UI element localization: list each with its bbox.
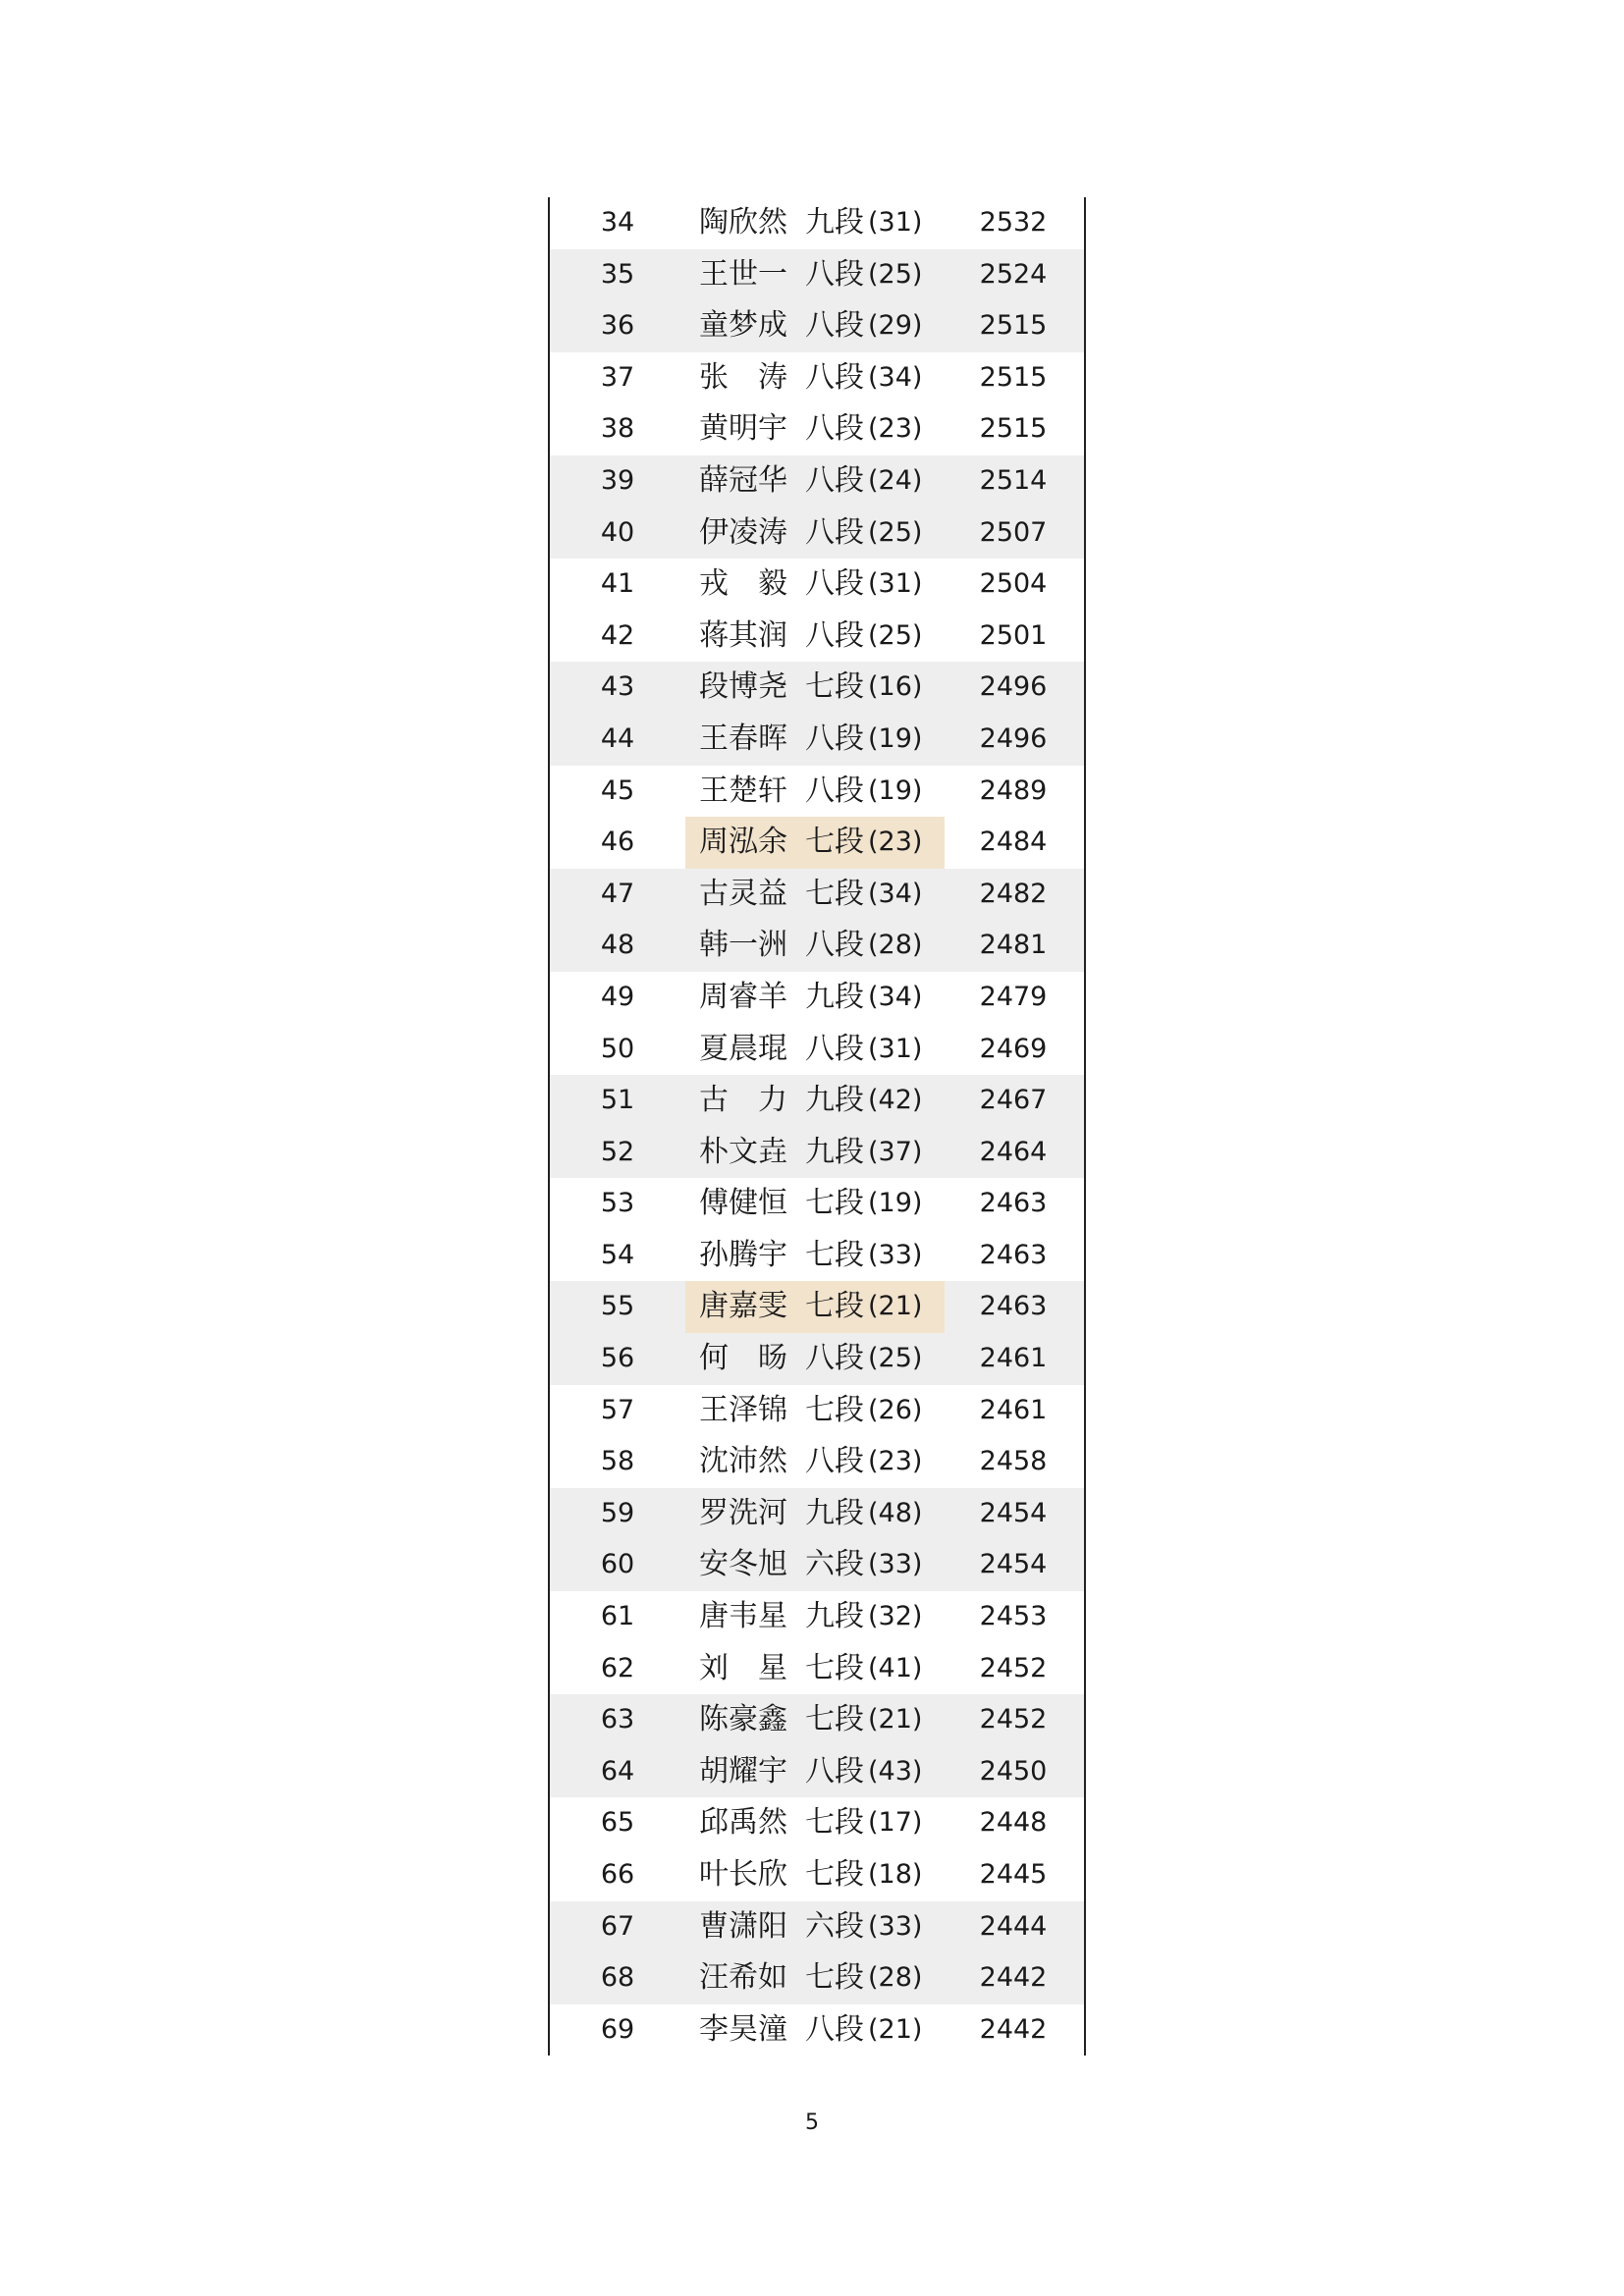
table-row — [550, 1797, 1084, 1849]
rank-cell: 57 — [600, 1394, 635, 1425]
rank-cell: 44 — [600, 722, 635, 754]
table-row — [550, 1075, 1084, 1127]
table-row — [550, 249, 1084, 301]
table-row — [550, 1178, 1084, 1230]
rank-cell: 53 — [600, 1188, 635, 1219]
rating-cell: 2453 — [979, 1601, 1048, 1632]
table-row — [550, 1281, 1084, 1333]
player-age: (25) — [868, 619, 923, 651]
player-cell — [685, 455, 945, 507]
table-row — [550, 559, 1084, 611]
dan-rank: 八段 — [805, 1341, 864, 1376]
player-cell — [685, 1127, 945, 1179]
player-age: (26) — [868, 1394, 923, 1425]
rating-cell: 2467 — [979, 1085, 1048, 1116]
dan-rank: 八段 — [805, 1031, 864, 1066]
rank-cell: 38 — [600, 413, 635, 445]
table-row — [550, 662, 1084, 714]
player-age: (31) — [868, 1033, 923, 1064]
table-row — [550, 817, 1084, 869]
rank-cell: 64 — [600, 1755, 635, 1787]
player-age: (48) — [868, 1497, 923, 1528]
dan-rank: 七段 — [805, 669, 864, 705]
rank-cell: 55 — [600, 1291, 635, 1322]
rank-cell: 56 — [600, 1343, 635, 1374]
rating-cell: 2445 — [979, 1859, 1048, 1890]
dan-rank: 七段 — [805, 1237, 864, 1272]
player-cell — [685, 300, 945, 352]
rank-cell: 62 — [600, 1652, 635, 1683]
rank-cell: 36 — [600, 310, 635, 342]
rating-cell: 2515 — [979, 310, 1048, 342]
rank-cell: 48 — [600, 930, 635, 961]
player-age: (33) — [868, 1910, 923, 1942]
player-name: 唐嘉雯 — [699, 1289, 787, 1324]
player-cell — [685, 249, 945, 301]
player-age: (42) — [868, 1085, 923, 1116]
rating-cell: 2463 — [979, 1188, 1048, 1219]
rating-cell: 2496 — [979, 671, 1048, 703]
player-age: (18) — [868, 1859, 923, 1890]
rating-cell: 2463 — [979, 1239, 1048, 1270]
dan-rank: 八段 — [805, 721, 864, 756]
dan-rank: 九段 — [805, 1083, 864, 1118]
rank-cell: 58 — [600, 1446, 635, 1477]
player-cell — [685, 1385, 945, 1437]
table-row — [550, 300, 1084, 352]
player-name: 安冬旭 — [699, 1547, 787, 1582]
player-name: 王世一 — [699, 256, 787, 292]
dan-rank: 八段 — [805, 928, 864, 963]
rating-cell: 2458 — [979, 1446, 1048, 1477]
player-age: (31) — [868, 207, 923, 238]
rank-cell: 47 — [600, 878, 635, 909]
player-name: 孙腾宇 — [699, 1237, 787, 1272]
dan-rank: 七段 — [805, 1702, 864, 1737]
rating-cell: 2469 — [979, 1033, 1048, 1064]
player-age: (19) — [868, 774, 923, 806]
player-name: 罗洗河 — [699, 1495, 787, 1530]
rating-cell: 2442 — [979, 2013, 1048, 2045]
player-age: (23) — [868, 1446, 923, 1477]
table-row — [550, 1230, 1084, 1282]
rank-cell: 43 — [600, 671, 635, 703]
dan-rank: 七段 — [805, 876, 864, 911]
player-name: 王春晖 — [699, 721, 787, 756]
table-row — [550, 2004, 1084, 2056]
player-cell — [685, 1539, 945, 1591]
player-cell — [685, 1333, 945, 1385]
dan-rank: 八段 — [805, 773, 864, 808]
player-age: (43) — [868, 1755, 923, 1787]
table-row — [550, 1539, 1084, 1591]
player-name: 沈沛然 — [699, 1444, 787, 1479]
player-cell — [685, 1901, 945, 1953]
rating-cell: 2464 — [979, 1136, 1048, 1167]
player-name: 何旸 — [699, 1341, 787, 1376]
rank-cell: 59 — [600, 1497, 635, 1528]
dan-rank: 七段 — [805, 1289, 864, 1324]
player-age: (19) — [868, 1188, 923, 1219]
dan-rank: 七段 — [805, 1186, 864, 1221]
dan-rank: 八段 — [805, 411, 864, 447]
table-row — [550, 1436, 1084, 1488]
rank-cell: 52 — [600, 1136, 635, 1167]
player-name: 夏晨琨 — [699, 1031, 787, 1066]
rank-cell: 37 — [600, 361, 635, 393]
player-age: (25) — [868, 1343, 923, 1374]
dan-rank: 七段 — [805, 1857, 864, 1892]
rank-cell: 69 — [600, 2013, 635, 2045]
table-row — [550, 714, 1084, 766]
player-age: (25) — [868, 516, 923, 548]
rank-cell: 66 — [600, 1859, 635, 1890]
player-age: (25) — [868, 258, 923, 290]
player-age: (17) — [868, 1807, 923, 1839]
rank-cell: 45 — [600, 774, 635, 806]
dan-rank: 七段 — [805, 1650, 864, 1685]
player-name: 段博尧 — [699, 669, 787, 705]
table-row — [550, 1333, 1084, 1385]
rank-cell: 40 — [600, 516, 635, 548]
player-name: 童梦成 — [699, 308, 787, 344]
player-cell — [685, 662, 945, 714]
table-row — [550, 920, 1084, 972]
player-age: (16) — [868, 671, 923, 703]
player-cell — [685, 1436, 945, 1488]
player-name: 古灵益 — [699, 876, 787, 911]
rating-cell: 2442 — [979, 1962, 1048, 1994]
rank-cell: 51 — [600, 1085, 635, 1116]
rating-cell: 2454 — [979, 1549, 1048, 1580]
table-row — [550, 197, 1084, 249]
rank-cell: 42 — [600, 619, 635, 651]
player-name: 傅健恒 — [699, 1186, 787, 1221]
rating-cell: 2504 — [979, 568, 1048, 600]
dan-rank: 八段 — [805, 617, 864, 653]
rating-cell: 2484 — [979, 827, 1048, 858]
dan-rank: 八段 — [805, 1444, 864, 1479]
player-cell — [685, 1643, 945, 1695]
player-age: (34) — [868, 981, 923, 1012]
dan-rank: 八段 — [805, 514, 864, 550]
table-row — [550, 766, 1084, 818]
player-age: (34) — [868, 361, 923, 393]
dan-rank: 九段 — [805, 1599, 864, 1634]
player-cell — [685, 972, 945, 1024]
rating-cell: 2452 — [979, 1652, 1048, 1683]
rating-cell: 2452 — [979, 1704, 1048, 1735]
rating-cell: 2454 — [979, 1497, 1048, 1528]
dan-rank: 八段 — [805, 2011, 864, 2047]
player-age: (31) — [868, 568, 923, 600]
rating-cell: 2524 — [979, 258, 1048, 290]
player-age: (28) — [868, 1962, 923, 1994]
player-age: (41) — [868, 1652, 923, 1683]
player-name: 汪希如 — [699, 1960, 787, 1996]
player-age: (34) — [868, 878, 923, 909]
player-cell — [685, 1849, 945, 1901]
rating-cell: 2450 — [979, 1755, 1048, 1787]
rating-cell: 2482 — [979, 878, 1048, 909]
dan-rank: 六段 — [805, 1908, 864, 1944]
player-cell — [685, 1075, 945, 1127]
dan-rank: 八段 — [805, 462, 864, 498]
rank-cell: 41 — [600, 568, 635, 600]
rating-cell: 2514 — [979, 464, 1048, 496]
dan-rank: 九段 — [805, 1134, 864, 1169]
rank-cell: 67 — [600, 1910, 635, 1942]
rank-cell: 49 — [600, 981, 635, 1012]
player-name: 周泓余 — [699, 825, 787, 860]
player-name: 陈豪鑫 — [699, 1702, 787, 1737]
player-age: (24) — [868, 464, 923, 496]
player-name: 叶长欣 — [699, 1857, 787, 1892]
dan-rank: 九段 — [805, 979, 864, 1014]
rating-cell: 2515 — [979, 413, 1048, 445]
player-name: 张涛 — [699, 359, 787, 395]
table-row — [550, 1901, 1084, 1953]
player-cell — [685, 1281, 945, 1333]
player-name: 周睿羊 — [699, 979, 787, 1014]
rank-cell: 61 — [600, 1601, 635, 1632]
dan-rank: 八段 — [805, 256, 864, 292]
page-number: 5 — [805, 2110, 819, 2135]
rank-cell: 65 — [600, 1807, 635, 1839]
rating-cell: 2444 — [979, 1910, 1048, 1942]
table-row — [550, 403, 1084, 455]
table-row — [550, 1643, 1084, 1695]
rank-cell: 35 — [600, 258, 635, 290]
dan-rank: 九段 — [805, 1495, 864, 1530]
player-name: 朴文垚 — [699, 1134, 787, 1169]
player-age: (32) — [868, 1601, 923, 1632]
player-cell — [685, 403, 945, 455]
player-cell — [685, 869, 945, 921]
player-cell — [685, 1230, 945, 1282]
rank-cell: 63 — [600, 1704, 635, 1735]
dan-rank: 八段 — [805, 566, 864, 602]
rating-cell: 2479 — [979, 981, 1048, 1012]
rating-cell: 2532 — [979, 207, 1048, 238]
player-cell — [685, 817, 945, 869]
player-age: (29) — [868, 310, 923, 342]
player-cell — [685, 2004, 945, 2056]
rank-cell: 39 — [600, 464, 635, 496]
player-name: 王泽锦 — [699, 1392, 787, 1427]
player-age: (37) — [868, 1136, 923, 1167]
rating-cell: 2496 — [979, 722, 1048, 754]
rating-cell: 2507 — [979, 516, 1048, 548]
rating-cell: 2489 — [979, 774, 1048, 806]
rank-cell: 60 — [600, 1549, 635, 1580]
player-name: 胡耀宇 — [699, 1753, 787, 1789]
player-name: 伊凌涛 — [699, 514, 787, 550]
player-age: (21) — [868, 1704, 923, 1735]
player-name: 戎毅 — [699, 566, 787, 602]
dan-rank: 七段 — [805, 825, 864, 860]
table-row — [550, 352, 1084, 404]
table-row — [550, 1385, 1084, 1437]
player-name: 陶欣然 — [699, 205, 787, 240]
ranking-table — [548, 197, 1086, 2056]
table-row — [550, 1849, 1084, 1901]
dan-rank: 七段 — [805, 1960, 864, 1996]
player-name: 刘星 — [699, 1650, 787, 1685]
rank-cell: 54 — [600, 1239, 635, 1270]
player-cell — [685, 611, 945, 663]
rank-cell: 34 — [600, 207, 635, 238]
rank-cell: 50 — [600, 1033, 635, 1064]
rank-cell: 46 — [600, 827, 635, 858]
player-name: 李昊潼 — [699, 2011, 787, 2047]
rating-cell: 2515 — [979, 361, 1048, 393]
player-age: (19) — [868, 722, 923, 754]
rating-cell: 2448 — [979, 1807, 1048, 1839]
rank-cell: 68 — [600, 1962, 635, 1994]
dan-rank: 九段 — [805, 205, 864, 240]
player-name: 薛冠华 — [699, 462, 787, 498]
player-cell — [685, 1591, 945, 1643]
table-row — [550, 1488, 1084, 1540]
player-cell — [685, 1797, 945, 1849]
table-row — [550, 507, 1084, 560]
player-cell — [685, 352, 945, 404]
table-row — [550, 1746, 1084, 1798]
player-cell — [685, 1488, 945, 1540]
player-age: (28) — [868, 930, 923, 961]
table-row — [550, 1591, 1084, 1643]
player-age: (21) — [868, 1291, 923, 1322]
rating-cell: 2481 — [979, 930, 1048, 961]
player-cell — [685, 1952, 945, 2004]
player-name: 韩一洲 — [699, 928, 787, 963]
player-cell — [685, 1746, 945, 1798]
player-age: (33) — [868, 1549, 923, 1580]
table-row — [550, 455, 1084, 507]
rating-cell: 2501 — [979, 619, 1048, 651]
player-name: 黄明宇 — [699, 411, 787, 447]
player-name: 唐韦星 — [699, 1599, 787, 1634]
player-name: 曹潇阳 — [699, 1908, 787, 1944]
rating-cell: 2463 — [979, 1291, 1048, 1322]
table-row — [550, 611, 1084, 663]
player-name: 古力 — [699, 1083, 787, 1118]
table-row — [550, 1024, 1084, 1076]
table-row — [550, 869, 1084, 921]
player-cell — [685, 197, 945, 249]
table-row — [550, 1952, 1084, 2004]
player-cell — [685, 559, 945, 611]
player-cell — [685, 766, 945, 818]
table-row — [550, 1694, 1084, 1746]
player-name: 蒋其润 — [699, 617, 787, 653]
dan-rank: 六段 — [805, 1547, 864, 1582]
dan-rank: 七段 — [805, 1805, 864, 1841]
rating-cell: 2461 — [979, 1343, 1048, 1374]
player-cell — [685, 714, 945, 766]
player-age: (21) — [868, 2013, 923, 2045]
rating-cell: 2461 — [979, 1394, 1048, 1425]
player-cell — [685, 1178, 945, 1230]
dan-rank: 七段 — [805, 1392, 864, 1427]
player-cell — [685, 920, 945, 972]
table-row — [550, 972, 1084, 1024]
player-age: (23) — [868, 827, 923, 858]
dan-rank: 八段 — [805, 359, 864, 395]
player-cell — [685, 1694, 945, 1746]
player-age: (33) — [868, 1239, 923, 1270]
table-row — [550, 1127, 1084, 1179]
dan-rank: 八段 — [805, 308, 864, 344]
dan-rank: 八段 — [805, 1753, 864, 1789]
player-cell — [685, 507, 945, 560]
player-cell — [685, 1024, 945, 1076]
player-name: 王楚轩 — [699, 773, 787, 808]
player-name: 邱禹然 — [699, 1805, 787, 1841]
player-age: (23) — [868, 413, 923, 445]
